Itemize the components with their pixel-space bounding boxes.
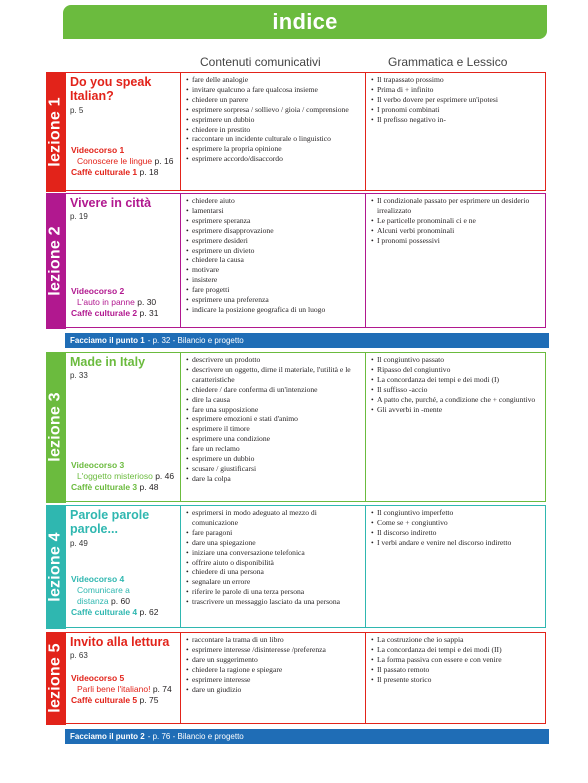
- list-item: • La concordanza dei tempi e dei modi (I): [371, 375, 544, 385]
- list-item: • fare progetti: [186, 285, 363, 295]
- list-item: • esprimere la propria opinione: [186, 144, 363, 154]
- list-item: • esprimere interesse: [186, 675, 363, 685]
- list-item: • raccontare un incidente culturale o linguistico: [186, 134, 363, 144]
- video-page: p. 46: [155, 471, 175, 481]
- contents-list: [181, 73, 365, 164]
- list-item: • trascrivere un messaggio lasciato da una persona: [186, 597, 363, 607]
- video-label: Videocorso 2: [71, 286, 125, 296]
- video-title[interactable]: Conoscere le lingue: [77, 156, 153, 166]
- list-item: • Ripasso del congiuntivo: [371, 365, 544, 375]
- lesson-page: p. 19: [70, 212, 88, 221]
- list-item: • A patto che, purché, a condizione che + congiuntivo: [371, 395, 544, 405]
- lesson-title[interactable]: Vivere in città: [70, 196, 152, 210]
- list-item: • Prima di + infinito: [371, 85, 544, 95]
- lesson-page: p. 5: [70, 106, 84, 115]
- lesson-block-1: [46, 72, 546, 191]
- list-item: • Il suffisso -accio: [371, 385, 544, 395]
- lesson-tab-1: [46, 72, 66, 192]
- caffe-page: p. 75: [139, 695, 159, 705]
- list-item: • dire la causa: [186, 395, 363, 405]
- list-item: • descrivere un prodotto: [186, 355, 363, 365]
- list-item: • esprimere un dubbio: [186, 454, 363, 464]
- lesson-page: p. 49: [70, 539, 88, 548]
- list-item: • La concordanza dei tempi e dei modi (II): [371, 645, 544, 655]
- list-item: • dare un suggerimento: [186, 655, 363, 665]
- video-label: Videocorso 4: [71, 574, 125, 584]
- list-item: • invitare qualcuno a fare qualcosa insieme: [186, 85, 363, 95]
- video-page: p. 30: [137, 297, 157, 307]
- list-item: • insistere: [186, 275, 363, 285]
- video-title[interactable]: L'oggetto misterioso: [77, 471, 153, 481]
- lesson-block-3: [46, 352, 546, 502]
- list-item: • Il discorso indiretto: [371, 528, 544, 538]
- list-item: • lamentarsi: [186, 206, 363, 216]
- lesson-tab-2: [46, 193, 66, 329]
- lesson-tab-4: [46, 505, 66, 629]
- lesson-title[interactable]: Invito alla lettura: [70, 635, 170, 649]
- list-item: • iniziare una conversazione telefonica: [186, 548, 363, 558]
- list-item: • esprimere emozioni e stati d'animo: [186, 414, 363, 424]
- lesson-tab-label: lezione 4: [46, 531, 64, 602]
- list-item: • Il presente storico: [371, 675, 544, 685]
- lesson-tab-label: lezione 1: [46, 96, 64, 167]
- caffe-label[interactable]: Caffè culturale 2: [71, 308, 138, 318]
- contents-list: [181, 633, 365, 694]
- punto-rest: - p. 76 - Bilancio e progetto: [147, 732, 244, 741]
- list-item: • chiedere un parere: [186, 95, 363, 105]
- caffe-page: p. 62: [139, 607, 159, 617]
- list-item: • esprimere accordo/disaccordo: [186, 154, 363, 164]
- list-item: • Alcuni verbi pronominali: [371, 226, 544, 236]
- list-item: • esprimere speranza: [186, 216, 363, 226]
- punto-rest: - p. 32 - Bilancio e progetto: [147, 336, 244, 345]
- lesson-tab-5: [46, 632, 66, 725]
- video-title[interactable]: Comunicare a distanza: [77, 585, 130, 606]
- list-item: • chiedere aiuto: [186, 196, 363, 206]
- caffe-page: p. 31: [139, 308, 159, 318]
- list-item: • esprimere desideri: [186, 236, 363, 246]
- grammar-list: [366, 506, 546, 548]
- list-item: • chiedere / dare conferma di un'intenzione: [186, 385, 363, 395]
- lesson-title[interactable]: Made in Italy: [70, 355, 146, 369]
- list-item: • Il congiuntivo passato: [371, 355, 544, 365]
- list-item: • Le particelle pronominali ci e ne: [371, 216, 544, 226]
- list-item: • fare paragoni: [186, 528, 363, 538]
- list-item: • esprimere una preferenza: [186, 295, 363, 305]
- grammar-list: [366, 73, 546, 125]
- lesson-tab-label: lezione 2: [46, 225, 64, 296]
- list-item: • I pronomi combinati: [371, 105, 544, 115]
- index-title: indice: [272, 9, 338, 34]
- list-item: • esprimere un divieto: [186, 246, 363, 256]
- caffe-label[interactable]: Caffè culturale 5: [71, 695, 138, 705]
- list-item: • scusare / giustificarsi: [186, 464, 363, 474]
- caffe-page: p. 48: [139, 482, 159, 492]
- list-item: • segnalare un errore: [186, 577, 363, 587]
- list-item: • Gli avverbi in -mente: [371, 405, 544, 415]
- column-heading-grammar: Grammatica e Lessico: [388, 55, 508, 69]
- video-label: Videocorso 1: [71, 145, 125, 155]
- list-item: • esprimere sorpresa / sollievo / gioia / comprensione: [186, 105, 363, 115]
- list-item: • chiedere in prestito: [186, 125, 363, 135]
- list-item: • chiedere di una persona: [186, 567, 363, 577]
- lesson-title[interactable]: Do you speak Italian?: [70, 75, 152, 103]
- list-item: • I pronomi possessivi: [371, 236, 544, 246]
- video-label: Videocorso 3: [71, 460, 125, 470]
- list-item: • esprimere disapprovazione: [186, 226, 363, 236]
- list-item: • La costruzione che io sappia: [371, 635, 544, 645]
- list-item: • Il passato remoto: [371, 665, 544, 675]
- contents-list: [181, 194, 365, 315]
- grammar-list: [366, 353, 546, 414]
- index-header: [63, 5, 547, 39]
- list-item: • Il condizionale passato per esprimere un desiderio irrealizzato: [371, 196, 544, 216]
- list-item: • esprimere interesse /disinteresse /preferenza: [186, 645, 363, 655]
- video-page: p. 16: [154, 156, 174, 166]
- list-item: • motivare: [186, 265, 363, 275]
- list-item: • descrivere un oggetto, dirne il materiale, l'utilità e le caratteristiche: [186, 365, 363, 385]
- facciamo-il-punto-2[interactable]: [65, 729, 549, 744]
- column-heading-contents: Contenuti comunicativi: [200, 55, 321, 69]
- list-item: • esprimere una condizione: [186, 434, 363, 444]
- video-label: Videocorso 5: [71, 673, 125, 683]
- list-item: • indicare la posizione geografica di un luogo: [186, 305, 363, 315]
- caffe-label[interactable]: Caffè culturale 4: [71, 607, 138, 617]
- list-item: • fare un reclamo: [186, 444, 363, 454]
- list-item: • fare delle analogie: [186, 75, 363, 85]
- list-item: • dare la colpa: [186, 474, 363, 484]
- list-item: • Come se + congiuntivo: [371, 518, 544, 528]
- video-page: p. 60: [111, 596, 130, 606]
- video-title[interactable]: L'auto in panne: [77, 297, 135, 307]
- punto-label: Facciamo il punto 1: [70, 336, 145, 345]
- list-item: • chiedere la causa: [186, 255, 363, 265]
- video-page: p. 74: [152, 684, 172, 694]
- list-item: • I verbi andare e venire nel discorso indiretto: [371, 538, 544, 548]
- lesson-page: p. 63: [70, 651, 88, 660]
- video-title[interactable]: Parli bene l'italiano!: [77, 684, 151, 694]
- list-item: • offrire aiuto o disponibilità: [186, 558, 363, 568]
- grammar-list: [366, 194, 546, 246]
- list-item: • Il trapassato prossimo: [371, 75, 544, 85]
- lesson-block-4: [46, 505, 546, 628]
- list-item: • fare una supposizione: [186, 405, 363, 415]
- facciamo-il-punto-1[interactable]: [65, 333, 549, 348]
- lesson-block-5: [46, 632, 546, 724]
- lesson-block-2: [46, 193, 546, 328]
- lesson-tab-label: lezione 5: [46, 643, 64, 713]
- caffe-page: p. 18: [139, 167, 159, 177]
- list-item: • Il congiuntivo imperfetto: [371, 508, 544, 518]
- lesson-page: p. 33: [70, 371, 88, 380]
- punto-label: Facciamo il punto 2: [70, 732, 145, 741]
- contents-list: [181, 353, 365, 484]
- list-item: • Il verbo dovere per esprimere un'ipotesi: [371, 95, 544, 105]
- caffe-label[interactable]: Caffè culturale 3: [71, 482, 138, 492]
- lesson-title[interactable]: Parole parole parole...: [70, 508, 150, 536]
- list-item: • riferire le parole di una terza persona: [186, 587, 363, 597]
- contents-list: [181, 506, 365, 607]
- list-item: • esprimersi in modo adeguato al mezzo di comunicazione: [186, 508, 363, 528]
- list-item: • Il prefisso negativo in-: [371, 115, 544, 125]
- grammar-list: [366, 633, 546, 685]
- lesson-tab-3: [46, 352, 66, 503]
- list-item: • esprimere un dubbio: [186, 115, 363, 125]
- list-item: • raccontare la trama di un libro: [186, 635, 363, 645]
- caffe-label[interactable]: Caffè culturale 1: [71, 167, 138, 177]
- list-item: • La forma passiva con essere e con venire: [371, 655, 544, 665]
- list-item: • chiedere la ragione e spiegare: [186, 665, 363, 675]
- list-item: • dare un giudizio: [186, 685, 363, 695]
- list-item: • dare una spiegazione: [186, 538, 363, 548]
- list-item: • esprimere il timore: [186, 424, 363, 434]
- lesson-tab-label: lezione 3: [46, 392, 64, 462]
